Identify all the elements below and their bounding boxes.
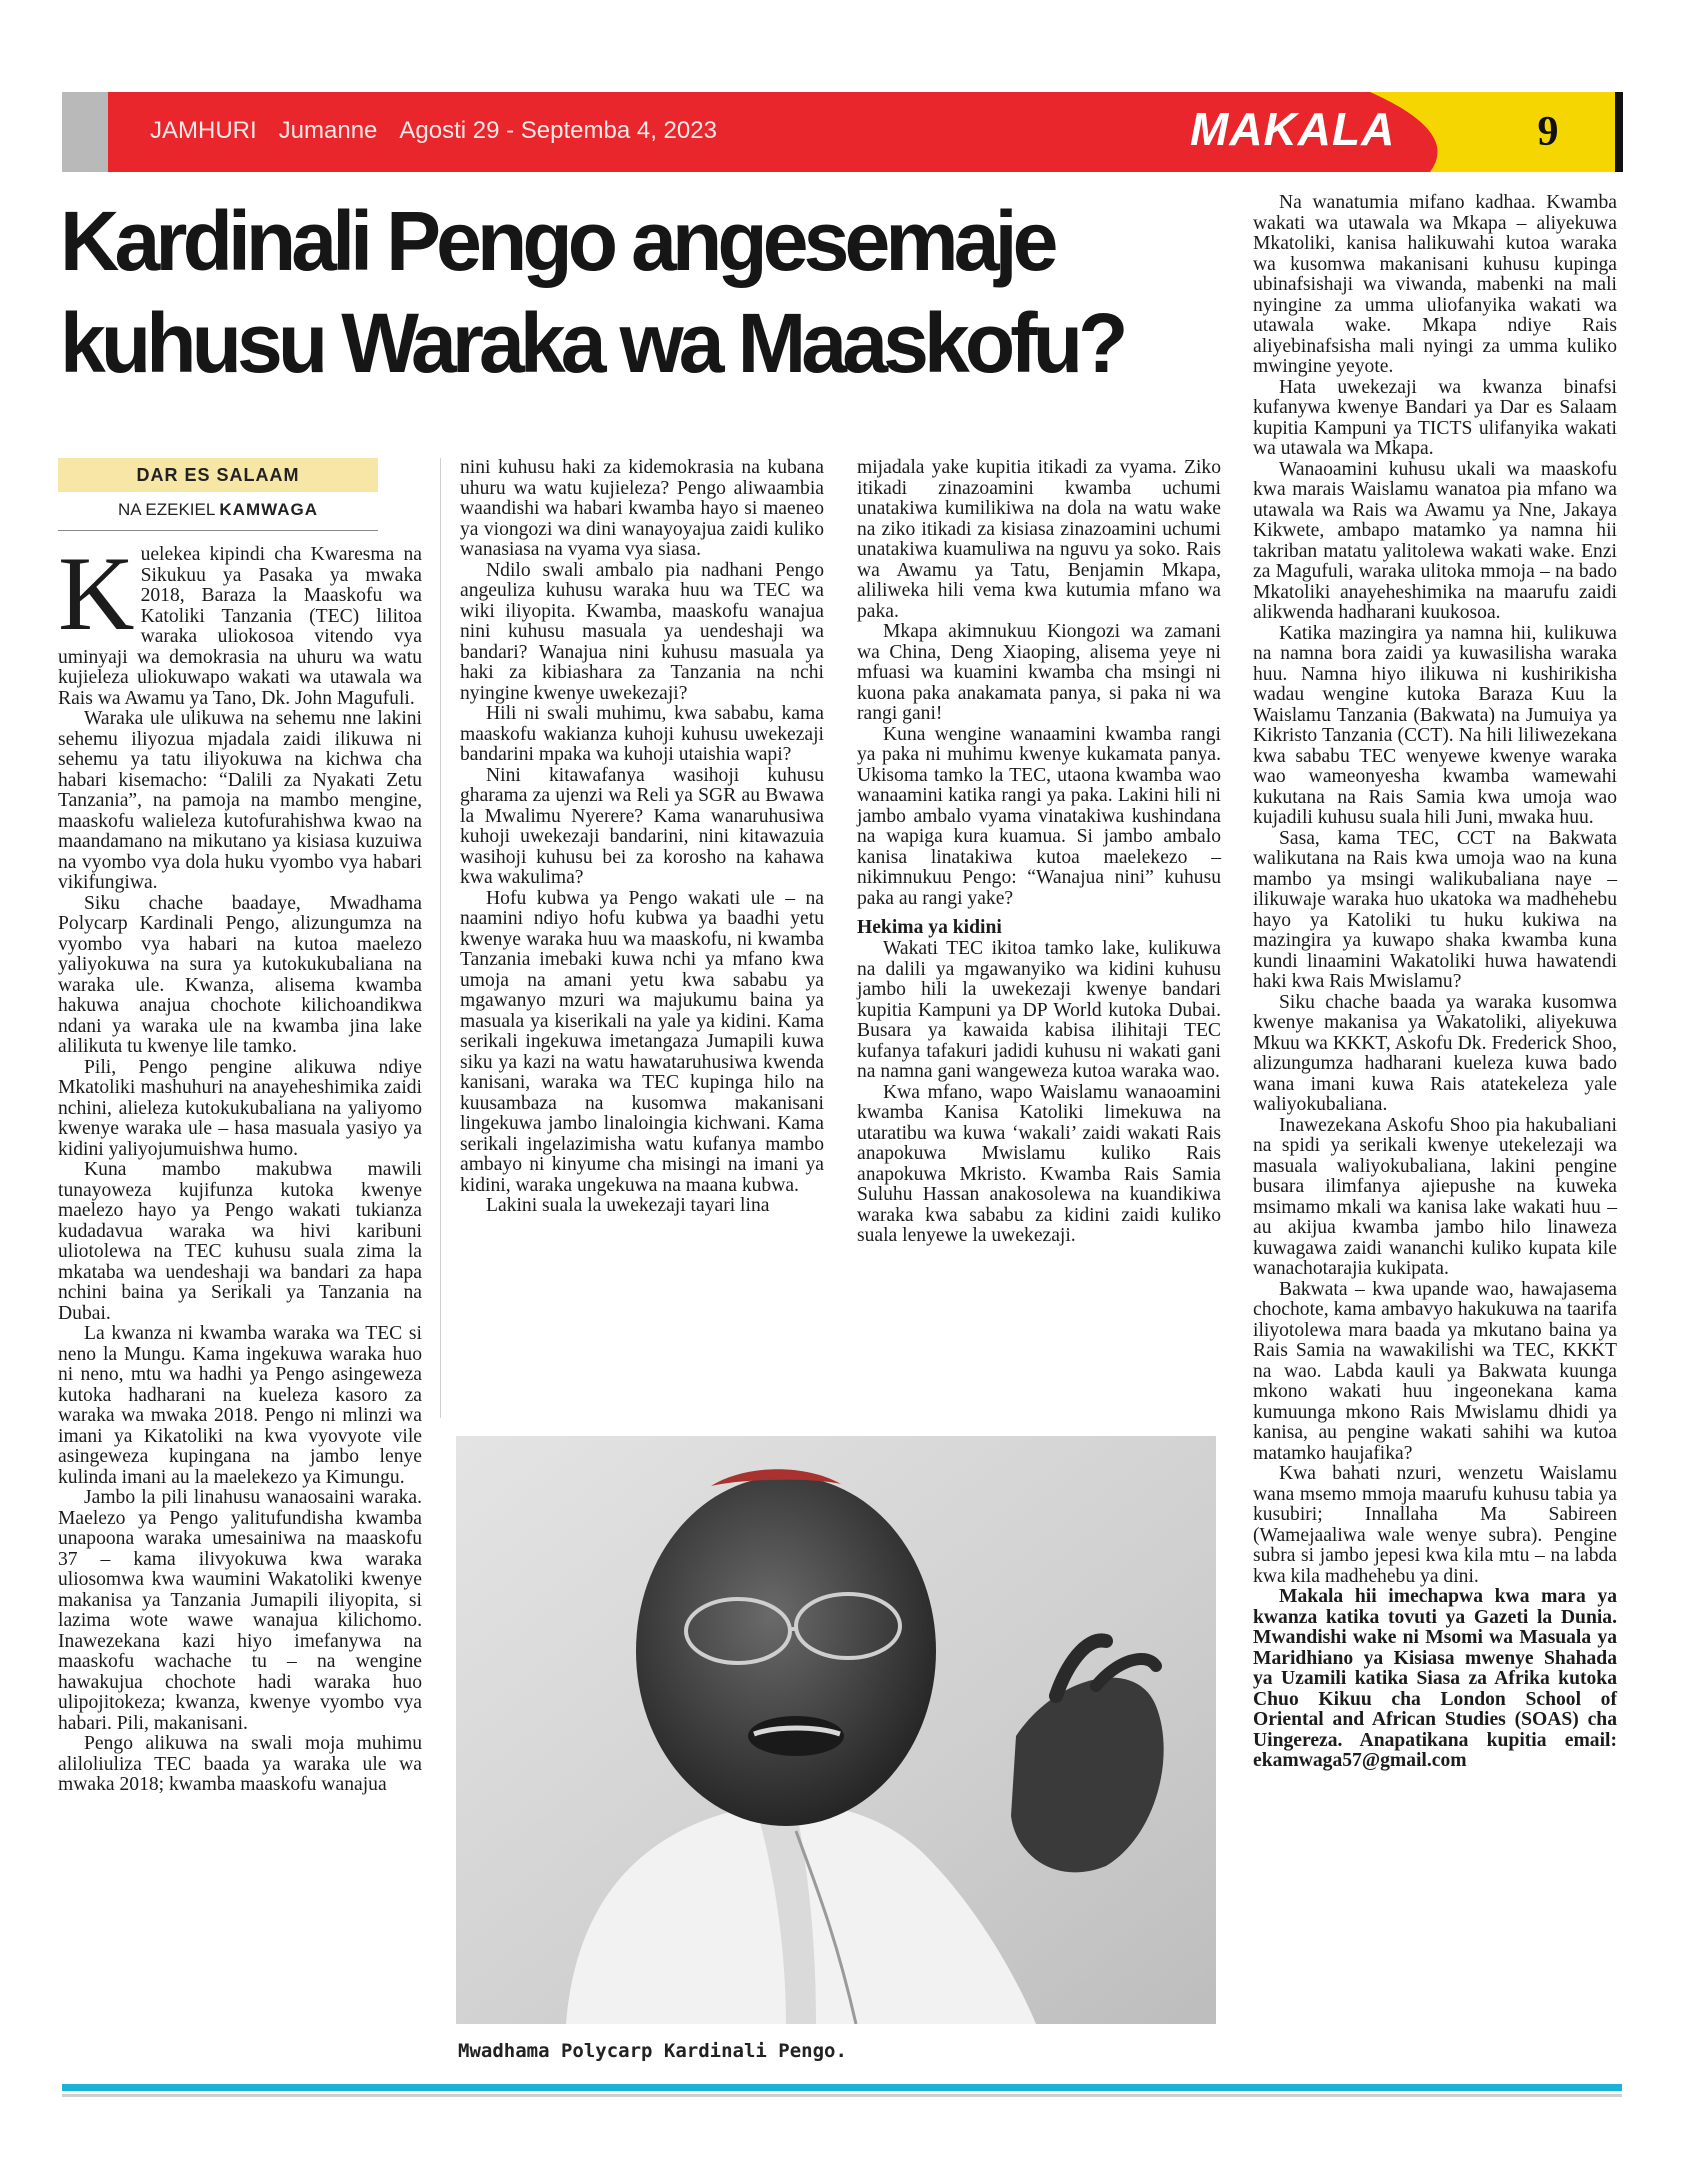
paragraph: Wanaoamini kuhusu ukali wa maaskofu kwa marais Waislamu wanatoa pia mfano wa utawala wa Rais wa Awamu ya Nne, Jakaya Kikwete, ambapo matamko ya namna hii takriban matatu yalitolewa wakati wake. Enzi za Magufuli, waraka ulitoka mmoja – na bado Mkatoliki anayeheshimika na maarufu zaidi alikwenda hadharani kuukosoa. <box>1253 458 1617 623</box>
paragraph: Hofu kubwa ya Pengo wakati ule – na naamini ndiyo hofu kubwa ya baadhi yetu kwenye waraka huu wa maaskofu, ni kwamba Tanzania imebaki kuwa nchi ya mfano kwa umoja na amani yetu kwa sababu ya mgawanyo mzuri wa majukumu baina ya masuala ya kiserikali na yale ya kidini. Kama serikali ingekuwa imetangaza Jumapili kuwa siku ya kazi na watu hawataruhusiwa kwenda kanisani, waraka wa TEC kupinga hilo na kuusambaza na kusomwa makanisani lingekuwa jambo linaloingia kichwani. Kama serikali ingelazimisha watu kufanya mambo ambayo ni kinyume cha misingi na imani ya kidini, waraka ungekuwa na maana kubwa. <box>460 887 824 1196</box>
article-column-4 <box>1253 193 1617 1772</box>
headline-line-1: Kardinali Pengo angesemaje <box>60 194 1054 288</box>
paragraph: Katika mazingira ya namna hii, kulikuwa na namna bora zaidi ya kuwasilisha waraka huu. Namna hiyo ilikuwa ni kushirikisha wadau wengine kutoka Baraza Kuu la Waislamu Tanzania (Bakwata) na Jumuiya ya Kikristo Tanzania (CCT). Na hili liliwezekana kwa sababu TEC wenyewe kwenye waraka wao wameonyesha kwamba wamewahi kukutana na Rais Samia kwa umoja wao kujadili kuhusu suala hili Juni, mwaka huu. <box>1253 622 1617 828</box>
byline-rule <box>58 530 378 531</box>
article-column-1 <box>58 535 422 1796</box>
author-note: Makala hii imechapwa kwa mara ya kwanza katika tovuti ya Gazeti la Dunia. Mwandishi wake ni Msomi wa Masuala ya Maridhiano ya Kisiasa mwenye Shahada ya Uzamili katika Siasa za Afrika kutoka Chuo Kikuu cha London School of Oriental and African Studies (SOAS) cha Uingereza. Anapatikana kupitia email: ekamwaga57@gmail.com <box>1253 1586 1617 1771</box>
dateline: DAR ES SALAAM <box>58 458 378 492</box>
issue-dates: Agosti 29 - Septemba 4, 2023 <box>399 117 717 144</box>
paragraph: Kwa mfano, wapo Waislamu wanaoamini kwamba Kanisa Katoliki limekuwa na utaratibu wa kuwa ‘wakali’ zaidi wakati Rais anapokuwa Mwislamu kuliko Rais anapokuwa Mkristo. Kwamba Rais Samia Suluhu Hassan anakosolewa na kuandikiwa waraka kwa sababu za kidini zaidi kuliko suala lenyewe la uwekezaji. <box>857 1081 1221 1246</box>
paragraph: Na wanatumia mifano kadhaa. Kwamba wakati wa utawala wa Mkapa – aliyekuwa Mkatoliki, kanisa halikuwahi kutoa waraka wa kusomwa makanisani kuhusu kupinga ubinafsishaji wa viwanda, mabenki na mali nyingine za umma uliofanyika wakati wa utawala wake. Mkapa ndiye Rais aliyebinafsisha mali nyingi za umma kuliko mwingine yeyote. <box>1253 192 1617 377</box>
article-column-2 <box>460 458 824 1217</box>
paragraph: mijadala yake kupitia itikadi za vyama. Ziko itikadi zinazoamini kwamba uchumi unatakiwa kumilikiwa na dola na watu wake na ziko itikadi za kisiasa zinazoamini uchumi unatakiwa kuamuliwa na nguvu ya soko. Rais wa Awamu ya Tatu, Benjamin Mkapa, aliliweka hili vema kwa kutumia mfano wa paka. <box>857 457 1221 622</box>
paragraph: Ndilo swali ambalo pia nadhani Pengo angeuliza kuhusu waraka huu wa TEC wa wiki iliyopita. Kwamba, maaskofu wanajua nini kuhusu masuala ya uendeshaji wa bandari? Wanajua nini kuhusu masuala ya haki za kibiashara za Tanzania na nchi nyingine kwenye uwekezaji? <box>460 559 824 704</box>
header-grey-block <box>62 92 108 172</box>
headline-line-2: kuhusu Waraka wa Maaskofu? <box>60 296 1124 390</box>
subheading: Hekima ya kidini <box>857 917 1002 938</box>
paragraph: Hata uwekezaji wa kwanza binafsi kufanywa kwenye Bandari ya Dar es Salaam kupitia Kampuni ya TICTS ulifanyika wakati wa utawala wa Mkapa. <box>1253 376 1617 459</box>
paper-name: JAMHURI <box>150 117 257 144</box>
paragraph <box>58 535 422 709</box>
header-publication-info <box>150 117 739 145</box>
paragraph: Bakwata – kwa upande wao, hawajasema chochote, kama ambavyo hakukuwa na taarifa iliyotolewa mara baada ya mkutano baina ya Rais Samia na wawakilishi wa TEC, KKKT na wao. Labda kauli ya Bakwata kuunga mkono wakati huu ingeonekana kama kumuunga mkono Rais Mwislamu dhidi ya kanisa, au pengine wakati sahihi wa kutoa matamko haujafika? <box>1253 1278 1617 1464</box>
byline <box>58 500 378 520</box>
paragraph: Kuna mambo makubwa mawili tunayoweza kujifunza kutoka kwenye maelezo hayo ya Pengo wakati tukianza kudadavua waraka wa hivi karibuni uliotolewa na TEC kuhusu suala zima la mkataba wa uendeshaji wa bandari za hapa nchini baina ya Serikali ya Tanzania na Dubai. <box>58 1159 422 1324</box>
paragraph: nini kuhusu haki za kidemokrasia na kubana uhuru wa watu kujieleza? Pengo aliwaambia waandishi wa habari kwamba hayo si maeneo ya viongozi wa dini wanayoyajua zaidi kuliko wanasiasa na vyama vya siasa. <box>460 457 824 560</box>
paragraph: Pengo alikuwa na swali moja muhimu aliloliuliza TEC baada ya waraka ule wa mwaka 2018; kwamba maaskofu wanajua <box>58 1733 422 1795</box>
paragraph: Siku chache baadaye, Mwadhama Polycarp Kardinali Pengo, alizungumza na vyombo vya habari na kutoa maelezo yaliyokuwa na sura ya kutokukubaliana na waraka ule. Kwanza, alisema kwamba hakuwa anajua chochote kilichoandikwa ndani ya waraka ule na kwamba jina lake alilikuta tu kwenye lile tamko. <box>58 892 422 1057</box>
headline <box>60 190 1197 394</box>
paragraph: Inawezekana Askofu Shoo pia hakubaliani na spidi ya serikali kwenye utekelezaji wa masuala waliyokubaliana, lakini pengine busara ilimfanya ajiepushe na kuweka msimamo mkali wa kanisa lake wakati huu – au akijua kwamba jambo hilo linaweza kuwagawa zaidi wananchi kuliko kupata kile wanachotarajia kukipata. <box>1253 1114 1617 1279</box>
header-edge-bar <box>1615 92 1623 172</box>
paragraph: Pili, Pengo pengine alikuwa ndiye Mkatoliki mashuhuri na anayeheshimika zaidi nchini, alieleza kutokukubaliana na yaliyomo kwenye waraka ule – hasa masuala yasiyo ya kidini yaliyojumuishwa humo. <box>58 1056 422 1160</box>
photo-caption: Mwadhama Polycarp Kardinali Pengo. <box>458 2040 847 2062</box>
bottom-rule-shadow <box>62 2094 1622 2097</box>
paragraph: La kwanza ni kwamba waraka wa TEC si neno la Mungu. Kama ingekuwa waraka huo ni neno, mtu wa hadhi ya Pengo asingeweza kutoka hadharani na kueleza kasoro za waraka wa mwaka 2018. Pengo ni mlinzi wa imani ya Kikatoliki na kwa vyovyote vile asingeweza kupingana na jambo lenye kulinda imani au la maelekezo ya Kimungu. <box>58 1323 422 1488</box>
section-label: MAKALA <box>1190 103 1396 155</box>
paragraph: Siku chache baada ya waraka kusomwa kwenye makanisa ya Wakatoliki, aliyekuwa Mkuu wa KKKT, Askofu Dk. Frederick Shoo, alizungumza hadharani kueleza kuwa bado wana imani kuwa Rais atatekeleza yale waliyokubaliana. <box>1253 991 1617 1115</box>
article-photo <box>456 1436 1216 2024</box>
drop-cap: K <box>58 535 135 652</box>
article-column-3 <box>857 458 1221 1247</box>
paragraph: Kuna wengine wanaamini kwamba rangi ya paka ni muhimu kwenye kukamata panya. Ukisoma tamko la TEC, utaona kwamba wao wanaamini katika rangi ya paka. Lakini hili ni jambo ambalo vyama vinatakiwa kushindana na wapiga kura kuamua. Si jambo ambalo kanisa linatakiwa kutoa maelekezo – nikimnukuu Pengo: “Wanajua nini” kuhusu paka au rangi yake? <box>857 723 1221 909</box>
paragraph: Lakini suala la uwekezaji tayari lina <box>486 1195 770 1216</box>
paragraph: Sasa, kama TEC, CCT na Bakwata walikutana na Rais kwa umoja wao na kuna mambo ya msingi walikubaliana naye – ilikuwaje waraka huo ukatoka wa madhehebu hayo ya Katoliki tu huku kukiwa na mazingira ya kuwapo shaka kwamba kuna kundi linaamini Wakatoliki huwa hawatendi haki kwa Rais Mwislamu? <box>1253 827 1617 992</box>
paragraph: Wakati TEC ikitoa tamko lake, kulikuwa na dalili ya mgawanyiko wa kidini kuhusu jambo hili la uwekezaji kwenye bandari kupitia Kampuni ya DP World kutoka Dubai. Busara ya kawaida kabisa ilihitaji TEC kufanya tafakuri jadidi kuhusu ni wakati gani na namna gani wangeweza kutoa waraka wao. <box>857 938 1221 1082</box>
issue-day: Jumanne <box>278 117 378 144</box>
paragraph: Kwa bahati nzuri, wenzetu Waislamu wana msemo mmoja maarufu kuhusu tabia ya kusubiri; Innallaha Ma Sabireen (Wamejaaliwa wale wenye subra). Pengine subra si jambo jepesi kwa kila mtu – na labda kwa kila madhehebu ya dini. <box>1253 1463 1617 1587</box>
paragraph: Waraka ule ulikuwa na sehemu nne lakini sehemu iliyozua mjadala zaidi ilikuwa ni sehemu ya tatu iliyokuwa na kichwa cha habari kisemacho: “Dalili za Nyakati Zetu Tanzania”, na pamoja na mambo mengine, maaskofu walieleza kutofurahishwa kwao na maandamano na mikutano ya kisiasa kuzuiwa na vyombo vya dola huku vyombo vya habari vikifungiwa. <box>58 708 422 893</box>
portrait-illustration <box>456 1436 1216 2024</box>
paragraph: Mkapa akimnukuu Kiongozi wa zamani wa China, Deng Xiaoping, alisema yeye ni mfuasi wa kuamini kwamba cha msingi ni kuona paka anakamata panya, si paka ni wa rangi gani! <box>857 621 1221 724</box>
paragraph-text: uelekea kipindi cha Kwaresma na Sikukuu ya Pasaka ya mwaka 2018, Baraza la Maaskofu wa Katoliki Tanzania (TEC) lilitoa waraka uliokosoa vitendo vya uminyaji wa demokrasia na uhuru wa watu kujieleza uliokuwapo wakati wa utawala wa Rais wa Awamu ya Tano, Dk. John Magufuli. <box>58 544 422 709</box>
byline-author: KAMWAGA <box>219 500 319 519</box>
bottom-rule <box>62 2084 1622 2091</box>
paragraph: Nini kitawafanya wasihoji kuhusu gharama za ujenzi wa Reli ya SGR au Bwawa la Mwalimu Nyerere? Kama wanaruhusiwa kuhoji uwekezaji bandarini, nini kitawazuia wasihoji kuhusu bei za korosho na kahawa kwa wakulima? <box>460 764 824 888</box>
page-number: 9 <box>1537 109 1559 155</box>
paragraph: Jambo la pili linahusu wanaosaini waraka. Maelezo ya Pengo yalitufundisha kwamba unapoona waraka umesainiwa na maaskofu 37 – kama ilivyokuwa kwa waraka uliosomwa kwa waumini Wakatoliki kwenye makanisa ya Tanzania Jumapili iliyopita, si lazima wote wawe wanajua kilichomo. Inawezekana kazi hiyo imefanywa na maaskofu wachache tu – na wengine hawakujua chochote hadi waraka huo ulipojitokeza; kwanza, kwenye vyombo vya habari. Pili, makanisani. <box>58 1487 422 1734</box>
byline-prefix: NA EZEKIEL <box>117 500 215 519</box>
paragraph: Hili ni swali muhimu, kwa sababu, kama maaskofu wakianza kuhoji kuhusu uwekezaji bandarini mpaka wa kuhoji utaishia wapi? <box>460 703 824 765</box>
column-divider <box>440 458 441 1418</box>
